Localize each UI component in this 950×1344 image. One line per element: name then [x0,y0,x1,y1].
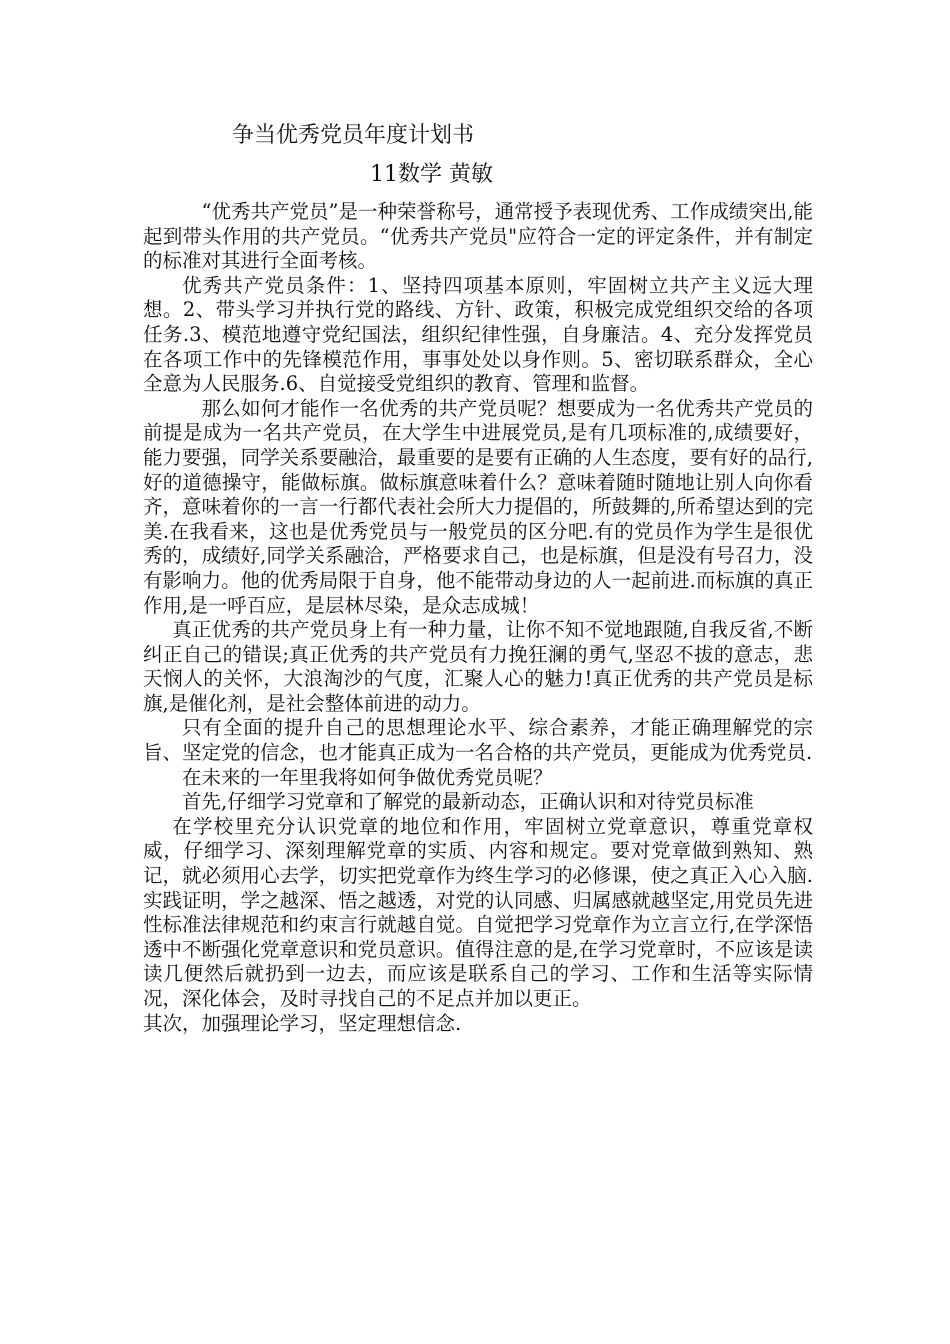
paragraph-improvement: 只有全面的提升自己的思想理论水平、综合素养，才能正确理解党的宗旨、坚定党的信念，也才能真正成为一名合格的共产党员，更能成为优秀党员. [143,716,813,765]
paragraph-question: 在未来的一年里我将如何争做优秀党员呢？ [182,765,553,789]
paragraph-second: 其次，加强理论学习，坚定理想信念. [143,1011,462,1035]
paragraph-conditions: 优秀共产党员条件：1、坚持四项基本原则，牢固树立共产主义远大理想。2、带头学习并执行党的路线、方针、政策，积极完成党组织交给的各项任务.3、模范地遵守党纪国法，组织纪律性强，自身廉洁。4、充分发挥党员在各项工作中的先锋模范作用，事事处处以身作则。5、密切联系群众，全心全意为人民服务.6、自觉接受党组织的教育、管理和监督。 [143,273,813,396]
author-line: 11数学 黄敏 [370,162,493,187]
document-title: 争当优秀党员年度计划书 [232,123,475,148]
paragraph-first: 首先,仔细学习党章和了解党的最新动态，正确认识和对待党员标准 [182,790,754,814]
paragraph-intro: “优秀共产党员”是一种荣誉称号，通常授予表现优秀、工作成绩突出,能起到带头作用的共产党员。“优秀共产党员"应符合一定的评定条件，并有制定的标准对其进行全面考核。 [143,200,813,273]
paragraph-how-to: 那么如何才能作一名优秀的共产党员呢？想要成为一名优秀共产党员的前提是成为一名共产党员，在大学生中进展党员,是有几项标准的,成绩要好，能力要强，同学关系要融洽，最重要的是要有正确的人生态度，要有好的品行,好的道德操守，能做标旗。做标旗意味着什么？意味着随时随地让别人向你看齐，意味着你的一言一行都代表社会所大力提倡的，所鼓舞的,所希望达到的完美.在我看来，这也是优秀党员与一般党员的区分吧.有的党员作为学生是很优秀的，成绩好,同学关系融洽，严格要求自己，也是标旗，但是没有号召力，没有影响力。他的优秀局限于自身，他不能带动身边的人一起前进.而标旗的真正作用,是一呼百应，是层林尽染，是众志成城！ [143,396,813,617]
paragraph-true-excellence: 真正优秀的共产党员身上有一种力量，让你不知不觉地跟随,自我反省,不断纠正自己的错误;真正优秀的共产党员有力挽狂澜的勇气,坚忍不拔的意志，悲天悯人的关怀，大浪淘沙的气度，汇聚人心的魅力!真正优秀的共产党员是标旗,是催化剂，是社会整体前进的动力。 [143,618,813,715]
paragraph-party-constitution: 在学校里充分认识党章的地位和作用，牢固树立党章意识，尊重党章权威，仔细学习、深刻理解党章的实质、内容和规定。要对党章做到熟知、熟记，就必须用心去学，切实把党章作为终生学习的必修课，使之真正入心入脑.实践证明，学之越深、悟之越透，对党的认同感、归属感就越坚定,用党员先进性标准法律规范和约束言行就越自觉。自觉把学习党章作为立言立行,在学深悟透中不断强化党章意识和党员意识。值得注意的是,在学习党章时，不应该是读读几便然后就扔到一边去，而应该是联系自己的学习、工作和生活等实际情况，深化体会，及时寻找自己的不足点并加以更正。 [143,814,813,1010]
document-body [143,200,813,1036]
